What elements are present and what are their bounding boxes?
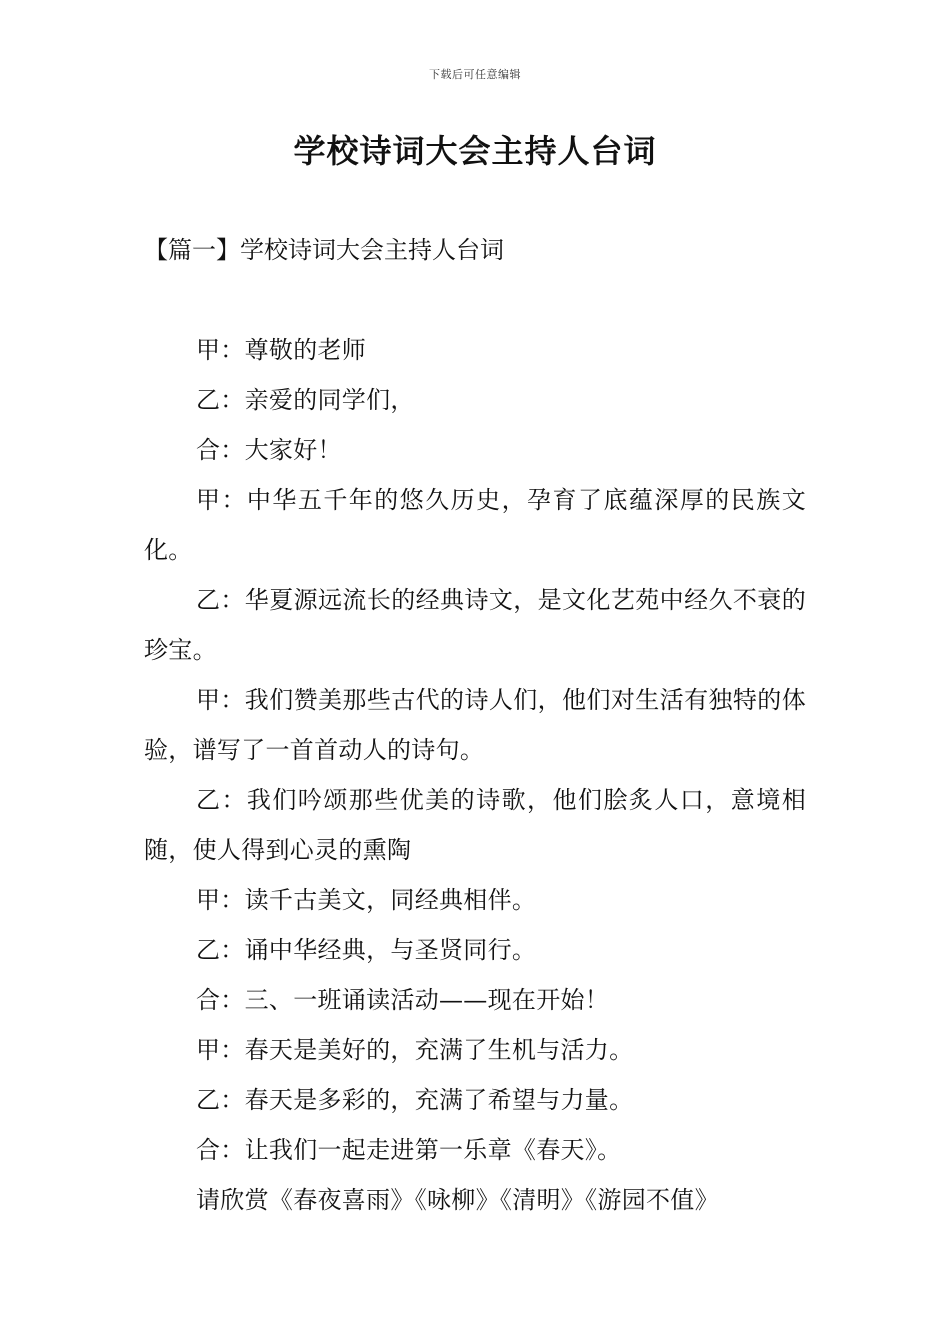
script-line: 甲：中华五千年的悠久历史，孕育了底蕴深厚的民族文化。	[144, 486, 806, 564]
script-line: 乙：春天是多彩的，充满了希望与力量。	[196, 1086, 634, 1114]
section-title: 【篇一】学校诗词大会主持人台词	[144, 236, 504, 264]
script-line: 乙：诵中华经典，与圣贤同行。	[196, 936, 537, 964]
script-line: 合：三、一班诵读活动——现在开始！	[196, 986, 610, 1014]
script-line: 甲：春天是美好的，充满了生机与活力。	[196, 1036, 634, 1064]
header-note: 下载后可任意编辑	[429, 68, 521, 81]
script-line: 甲：我们赞美那些古代的诗人们，他们对生活有独特的体验，谱写了一首首动人的诗句。	[144, 686, 806, 764]
script-line: 甲：尊敬的老师	[196, 336, 367, 364]
document-title: 学校诗词大会主持人台词	[293, 132, 657, 170]
script-line: 乙：我们吟颂那些优美的诗歌，他们脍炙人口，意境相随，使人得到心灵的熏陶	[144, 786, 806, 864]
script-line: 合：让我们一起走进第一乐章《春天》。	[196, 1136, 622, 1164]
script-line: 乙：亲爱的同学们，	[196, 386, 415, 414]
script-line: 请欣赏《春夜喜雨》《咏柳》《清明》《游园不值》	[196, 1186, 719, 1214]
script-line: 乙：华夏源远流长的经典诗文，是文化艺苑中经久不衰的珍宝。	[144, 586, 806, 664]
script-line: 甲：读千古美文，同经典相伴。	[196, 886, 537, 914]
script-line: 合：大家好！	[196, 436, 342, 464]
script-body	[144, 325, 806, 1225]
